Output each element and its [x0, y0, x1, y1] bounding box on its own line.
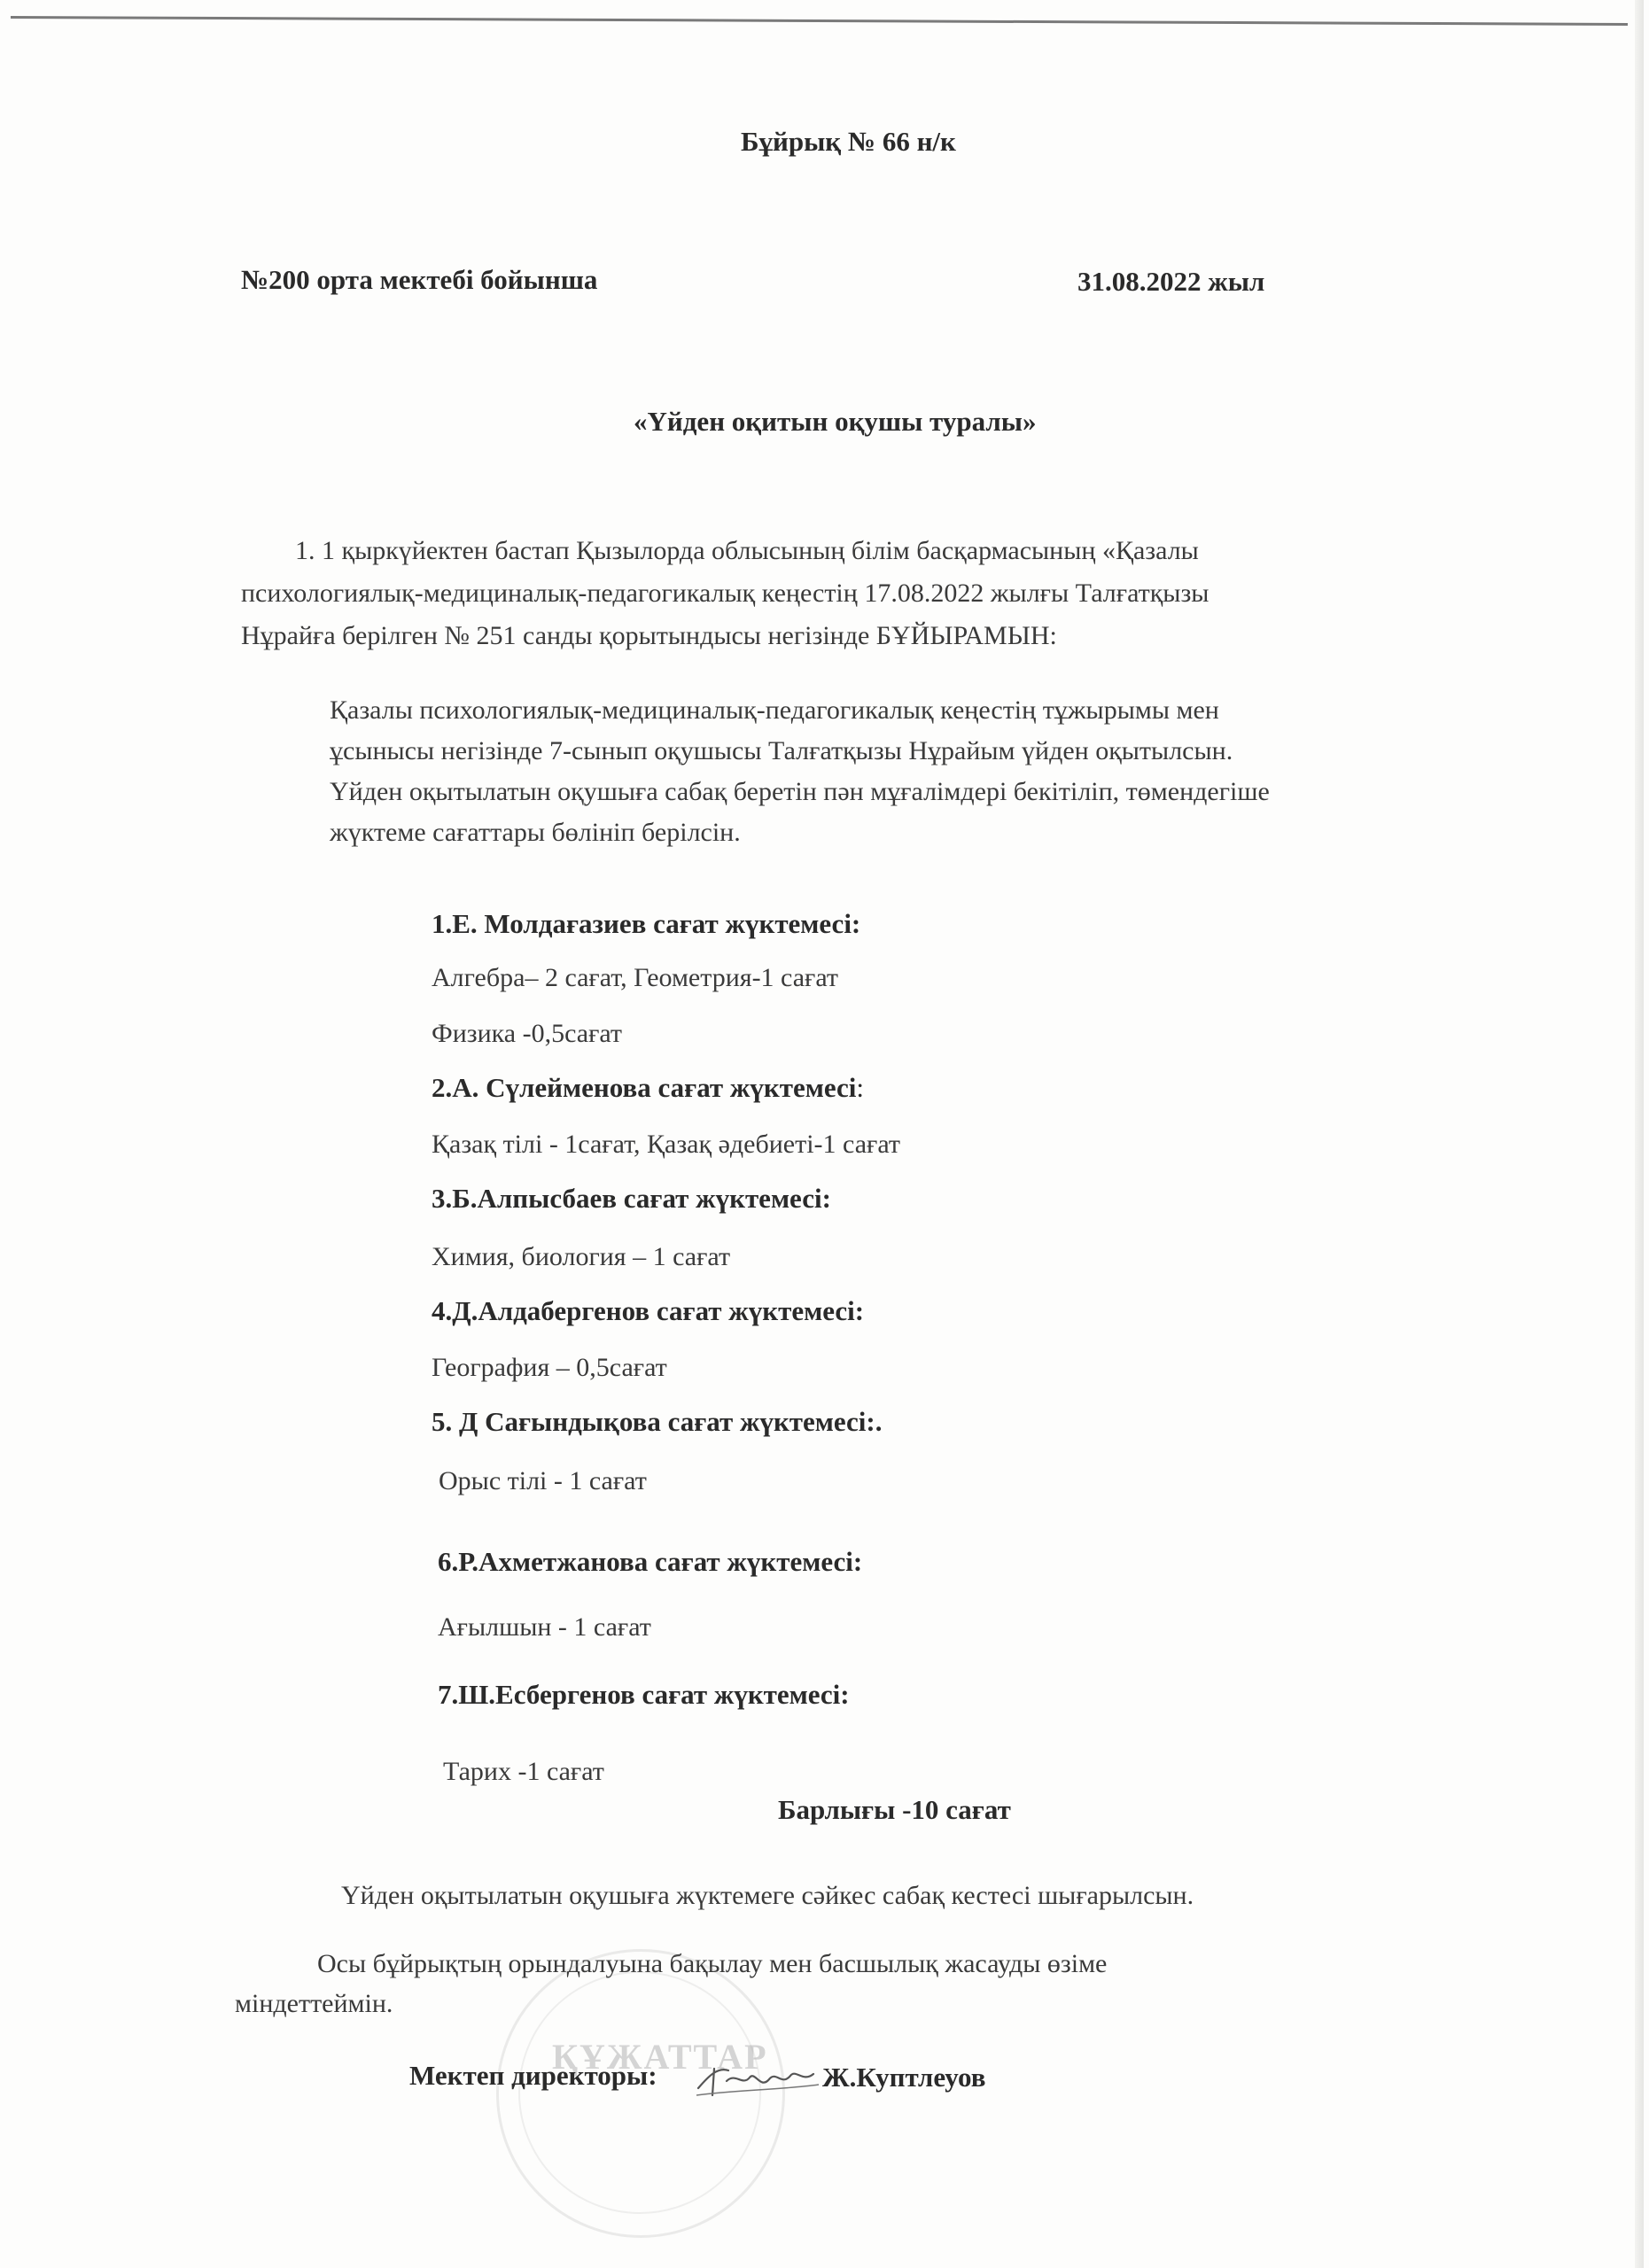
teacher-1-load-2: Физика -0,5сағат — [432, 1019, 623, 1048]
scan-edge-right — [1635, 0, 1644, 2268]
teacher-7-name: 7.Ш.Есбергенов сағат жүктемесі: — [438, 1679, 850, 1710]
teacher-2-heading — [432, 1072, 864, 1104]
stamp-text: ҚҰЖАТТАР — [552, 2037, 768, 2077]
teacher-7-load-1: Тарих -1 сағат — [443, 1757, 604, 1786]
teacher-4-name: 4.Д.Алдабергенов сағат жүктемесі: — [432, 1295, 865, 1326]
para2-line4: жүктеме сағаттары бөлініп берілсін. — [330, 818, 741, 847]
total-hours: Барлығы -10 сағат — [778, 1794, 1011, 1825]
para3: Үйден оқытылатын оқушыға жүктемеге сәйкес сабақ кестесі шығарылсын. — [341, 1881, 1194, 1910]
teacher-5-load-1: Орыс тілі - 1 сағат — [439, 1466, 647, 1495]
teacher-1-load-1: Алгебра– 2 сағат, Геометрия-1 сағат — [432, 963, 839, 992]
order-title: Бұйрық № 66 н/к — [741, 126, 956, 157]
teacher-2-load-1: Қазақ тілі - 1сағат, Қазақ әдебиеті-1 сағат — [432, 1130, 900, 1159]
order-subject: «Үйден оқитын оқушы туралы» — [634, 406, 1037, 437]
teacher-1-name: 1.Е. Молдағазиев сағат жүктемесі: — [432, 908, 861, 939]
para2-line1: Қазалы психологиялық-медициналық-педагогикалық кеңестің тұжырымы мен — [330, 695, 1219, 725]
school-name: №200 орта мектебі бойынша — [241, 264, 598, 295]
teacher-4-load-1: География – 0,5сағат — [432, 1353, 667, 1382]
para4-line1: Осы бұйрықтың орындалуына бақылау мен басшылық жасауды өзіме — [317, 1949, 1108, 1978]
director-label: Мектеп директоры: — [409, 2060, 657, 2091]
director-name: Ж.Куптлеуов — [822, 2062, 986, 2093]
teacher-3-name: 3.Б.Алпысбаев сағат жүктемесі: — [432, 1183, 831, 1214]
teacher-2-colon: : — [856, 1072, 864, 1103]
teacher-2-name: 2.А. Сүлейменова сағат жүктемесі — [432, 1072, 857, 1103]
para1-line2: психологиялық-медициналық-педагогикалық кеңестің 17.08.2022 жылғы Талғатқызы — [241, 579, 1210, 608]
teacher-6-load-1: Ағылшын - 1 сағат — [438, 1612, 651, 1642]
scan-edge — [11, 16, 1628, 26]
para4-line2: міндеттеймін. — [235, 1989, 393, 2018]
para2-line3: Үйден оқытылатын оқушыға сабақ беретін пән мұғалімдері бекітіліп, төмендегіше — [330, 777, 1270, 806]
director-signature — [691, 2051, 824, 2104]
order-date: 31.08.2022 жыл — [1077, 266, 1265, 297]
para1-line3: Нұрайға берілген № 251 санды қорытындысы негізінде БҰЙЫРАМЫН: — [241, 621, 1057, 650]
para2-line2: ұсынысы негізінде 7-сынып оқушысы Талғатқызы Нұрайым үйден оқытылсын. — [330, 736, 1233, 765]
teacher-3-load-1: Химия, биология – 1 сағат — [432, 1242, 731, 1271]
teacher-6-name: 6.Р.Ахметжанова сағат жүктемесі: — [438, 1546, 863, 1577]
para1-line1: 1. 1 қыркүйектен бастап Қызылорда облысының білім басқармасының «Қазалы — [295, 536, 1199, 565]
teacher-5-name: 5. Д Сағындықова сағат жүктемесі:. — [432, 1406, 883, 1437]
